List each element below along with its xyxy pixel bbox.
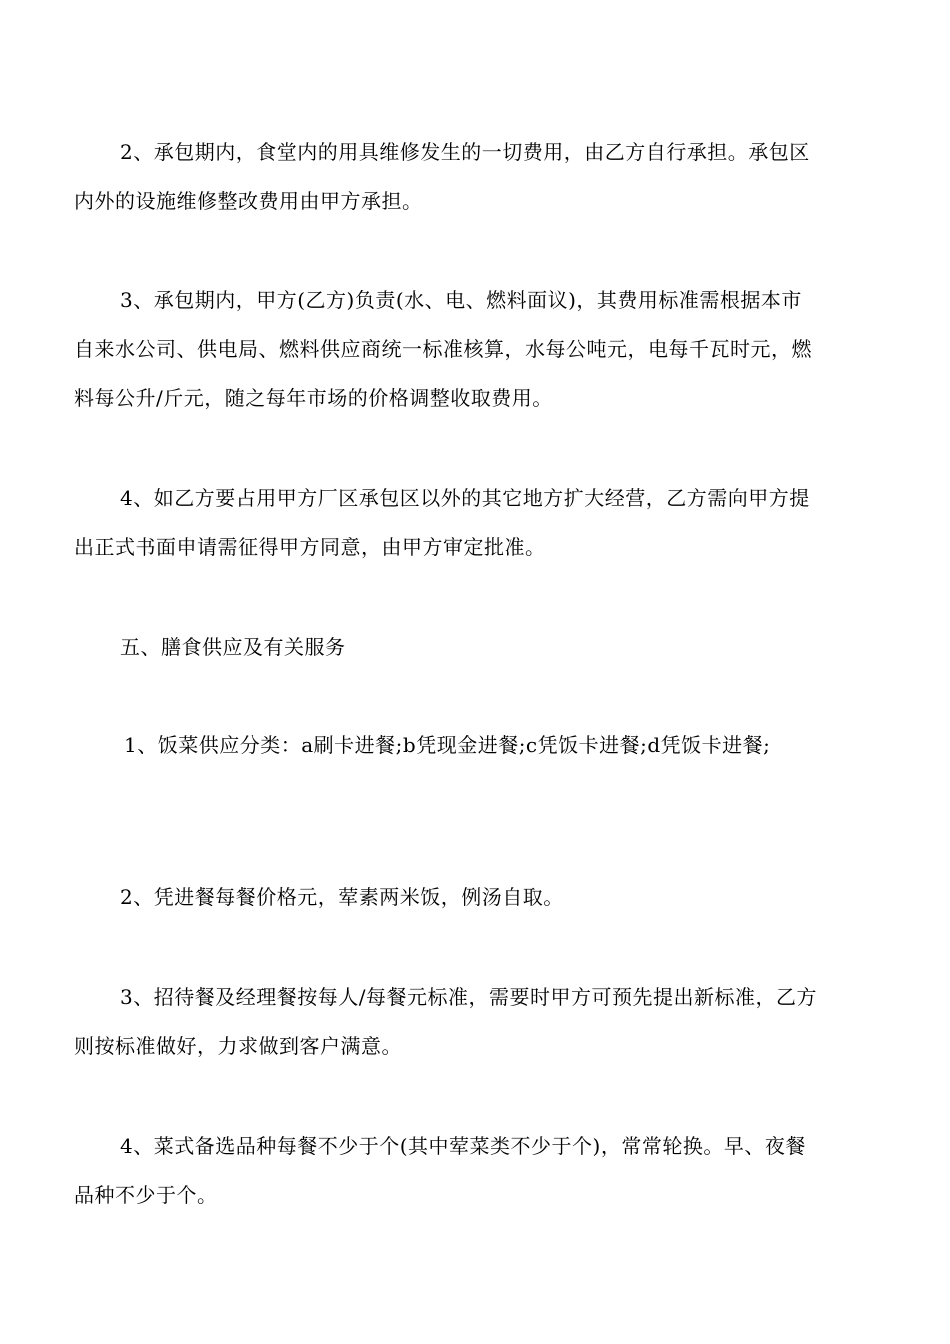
text-line: 2、凭进餐每餐价格元，荤素两米饭，例汤自取。: [120, 885, 564, 909]
section-five-item-2: [74, 873, 878, 922]
text-line: 品种不少于个。: [74, 1183, 218, 1207]
text-line: 4、菜式备选品种每餐不少于个(其中荤菜类不少于个)，常常轮换。早、夜餐: [120, 1134, 806, 1158]
text-line: 则按标准做好，力求做到客户满意。: [74, 1034, 402, 1058]
section-five-item-4: [74, 1122, 878, 1220]
text-line: 料每公升/斤元，随之每年市场的价格调整收取费用。: [74, 386, 553, 410]
section-five-item-3: [74, 973, 878, 1071]
text-line: 出正式书面申请需征得甲方同意，由甲方审定批准。: [74, 535, 546, 559]
clause-2-repairs: [74, 128, 878, 226]
text-line: 3、招待餐及经理餐按每人/每餐元标准，需要时甲方可预先提出新标准，乙方: [120, 985, 817, 1009]
section-five-item-1: [74, 721, 878, 770]
text-line: 2、承包期内，食堂内的用具维修发生的一切费用，由乙方自行承担。承包区: [120, 140, 810, 164]
clause-4-expansion: [74, 474, 878, 572]
section-five-heading: [74, 623, 878, 672]
clause-3-utilities: [74, 276, 878, 423]
text-line: 4、如乙方要占用甲方厂区承包区以外的其它地方扩大经营，乙方需向甲方提: [120, 486, 810, 510]
text-line: 自来水公司、供电局、燃料供应商统一标准核算，水每公吨元，电每千瓦时元，燃: [74, 337, 812, 361]
text-line: 内外的设施维修整改费用由甲方承担。: [74, 189, 423, 213]
text-line: 3、承包期内，甲方(乙方)负责(水、电、燃料面议)，其费用标准需根据本市: [120, 288, 802, 312]
section-heading: 五、膳食供应及有关服务: [120, 635, 346, 659]
text-line: 1、饭菜供应分类：a刷卡进餐;b凭现金进餐;c凭饭卡进餐;d凭饭卡进餐;: [124, 733, 771, 757]
